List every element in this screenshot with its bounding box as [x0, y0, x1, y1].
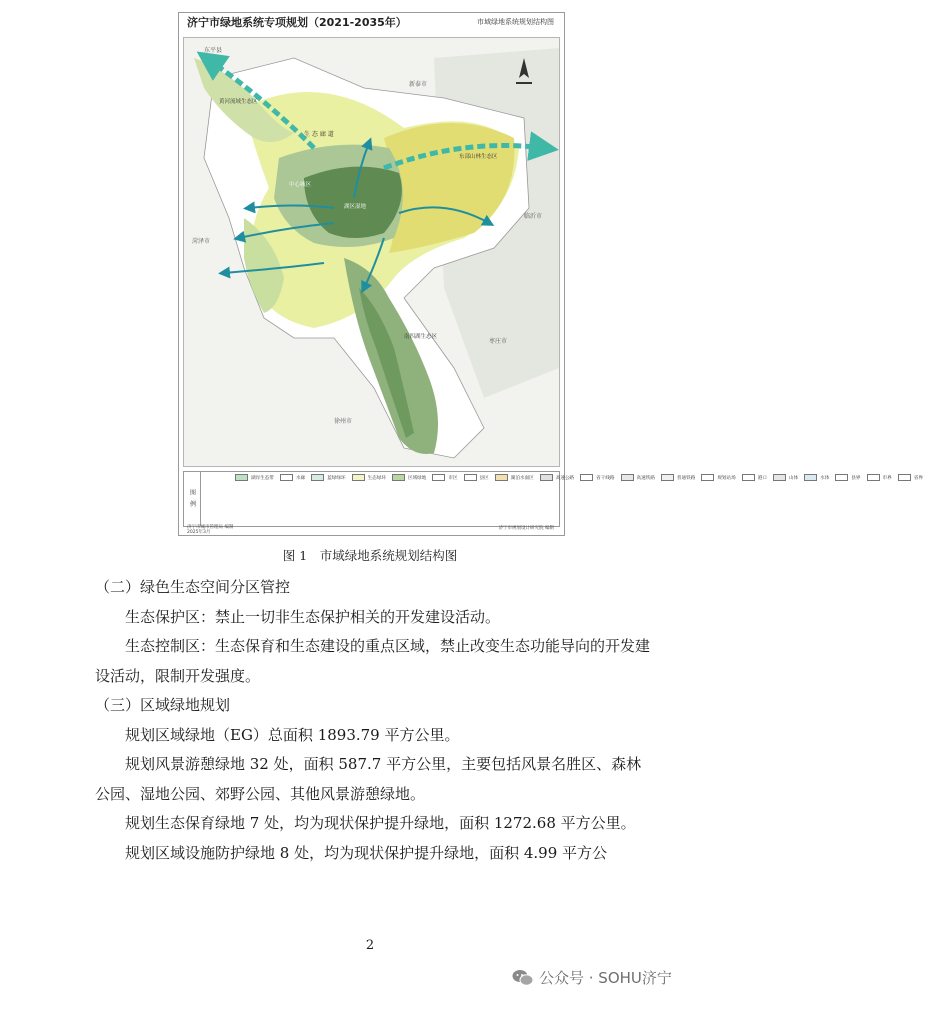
legend-item [835, 474, 860, 481]
figure-caption: 图 1 市域绿地系统规划结构图 [282, 548, 458, 563]
legend-swatch [464, 474, 477, 481]
legend-grid [201, 472, 927, 526]
paragraph-control-zone: 生态控制区：生态保育和生态建设的重点区域，禁止改变生态功能导向的开发建设活动，限制开发强度。 [95, 637, 651, 685]
label-huanghe: 黄河流域生态区 [219, 99, 258, 105]
legend-label: 高速铁路 [636, 475, 655, 481]
legend-label: 市界 [882, 475, 892, 481]
footer-org-role: 编制 [224, 525, 234, 530]
label-dongbu: 东部山林生态区 [459, 154, 498, 160]
label-wetland: 湖区湿地 [344, 204, 367, 210]
section-heading-3: （三）区域绿地规划 [95, 696, 231, 714]
paragraph-facility-green: 规划区域设施防护绿地 8 处，均为现状保护提升绿地，面积 4.99 平方公 [125, 843, 608, 862]
legend-label: 省界 [913, 475, 923, 481]
paragraph-scenic-green: 规划风景游憩绿地 32 处，面积 587.7 平方公里，主要包括风景名胜区、森林公园、湿地公园、郊野公园、其他风景游憩绿地。 [95, 755, 642, 803]
legend-item [701, 474, 735, 481]
legend-item [867, 474, 892, 481]
label-shengtai: 生 态 廊 道 [304, 131, 334, 138]
legend-swatch [235, 474, 248, 481]
legend-swatch [280, 474, 293, 481]
legend-item [280, 474, 305, 481]
legend-item [235, 474, 274, 481]
footer-org: 济宁市城市管理局 [187, 525, 223, 530]
watermark [512, 967, 672, 988]
legend-item [621, 474, 655, 481]
legend-item [432, 474, 457, 481]
legend-label: 湖泊水面区 [510, 475, 534, 481]
legend-item [661, 474, 695, 481]
map-footer-right: 济宁市规划设计研究院 编制 [498, 526, 554, 531]
label-zhongxin: 中心城区 [289, 182, 312, 188]
footer-date: 2025年3月 [187, 530, 211, 535]
wechat-icon [512, 969, 534, 987]
map-svg [184, 38, 559, 466]
legend-swatch [742, 474, 755, 481]
legend-item [311, 474, 345, 481]
legend-swatch [311, 474, 324, 481]
legend-swatch [432, 474, 445, 481]
legend-label: 高速公路 [555, 475, 575, 481]
legend-swatch [621, 474, 634, 481]
legend-head: 图 例 [184, 472, 201, 526]
legend-item [464, 474, 489, 481]
legend-label: 生态绿环 [367, 475, 386, 481]
legend-swatch [804, 474, 817, 481]
legend-item [540, 474, 574, 481]
legend-swatch [701, 474, 714, 481]
label-zaozhuang: 枣庄市 [489, 338, 508, 345]
legend-label: 省干线路 [596, 475, 615, 481]
legend-item [495, 474, 534, 481]
legend-swatch [773, 474, 786, 481]
label-linyi: 临沂市 [524, 213, 543, 220]
label-xintai: 新泰市 [409, 81, 428, 88]
paragraph-protection-zone: 生态保护区：禁止一切非生态保护相关的开发建设活动。 [125, 607, 501, 626]
legend-label: 区域绿地 [407, 475, 427, 481]
legend-item [773, 474, 798, 481]
page-number: 2 [365, 938, 375, 953]
legend-item [580, 474, 614, 481]
legend-swatch [661, 474, 674, 481]
legend-swatch [898, 474, 911, 481]
legend-item [392, 474, 426, 481]
map-subtitle: 市域绿地系统规划结构图 [477, 18, 554, 26]
legend-label: 水体 [820, 475, 830, 481]
legend-item [742, 474, 767, 481]
body-text [95, 573, 655, 868]
label-xuzhou: 徐州市 [334, 418, 353, 425]
legend-label: 蓝绿绿环 [327, 475, 346, 481]
legend-label: 湖岸生态带 [251, 475, 274, 481]
legend-swatch [580, 474, 593, 481]
planning-map-figure [178, 12, 923, 536]
map-legend [183, 471, 923, 527]
section-heading-2: （二）绿色生态空间分区管控 [95, 578, 291, 596]
label-dongping: 东平县 [204, 47, 223, 54]
paragraph-eco-green: 规划生态保育绿地 7 处，均为现状保护提升绿地，面积 1272.68 平方公里。 [125, 814, 636, 832]
map-title: 济宁市绿地系统专项规划（2021-2035年） [187, 16, 407, 29]
legend-swatch [835, 474, 848, 481]
map-canvas [183, 37, 560, 467]
label-nansi: 南四湖生态区 [404, 334, 438, 340]
paragraph-total-area: 规划区域绿地（EG）总面积 1893.79 平方公里。 [125, 725, 460, 744]
legend-label: 县区 [479, 475, 489, 481]
legend-item [898, 474, 923, 481]
legend-item [352, 474, 386, 481]
legend-swatch [867, 474, 880, 481]
legend-swatch [495, 474, 508, 481]
legend-label: 山体 [788, 475, 799, 481]
legend-item [804, 474, 829, 481]
legend-label: 水廊 [295, 475, 306, 481]
legend-swatch [392, 474, 405, 481]
legend-label: 规划站场 [717, 475, 736, 481]
legend-label: 县界 [851, 475, 861, 481]
legend-swatch [540, 474, 553, 481]
label-heze: 菏泽市 [192, 238, 211, 245]
legend-label: 普通铁路 [676, 475, 696, 481]
watermark-text: 公众号 · SOHU济宁 [539, 969, 672, 987]
legend-swatch [352, 474, 365, 481]
legend-label: 市区 [448, 475, 458, 481]
legend-label: 港口 [757, 475, 767, 481]
map-footer-left [187, 525, 233, 535]
